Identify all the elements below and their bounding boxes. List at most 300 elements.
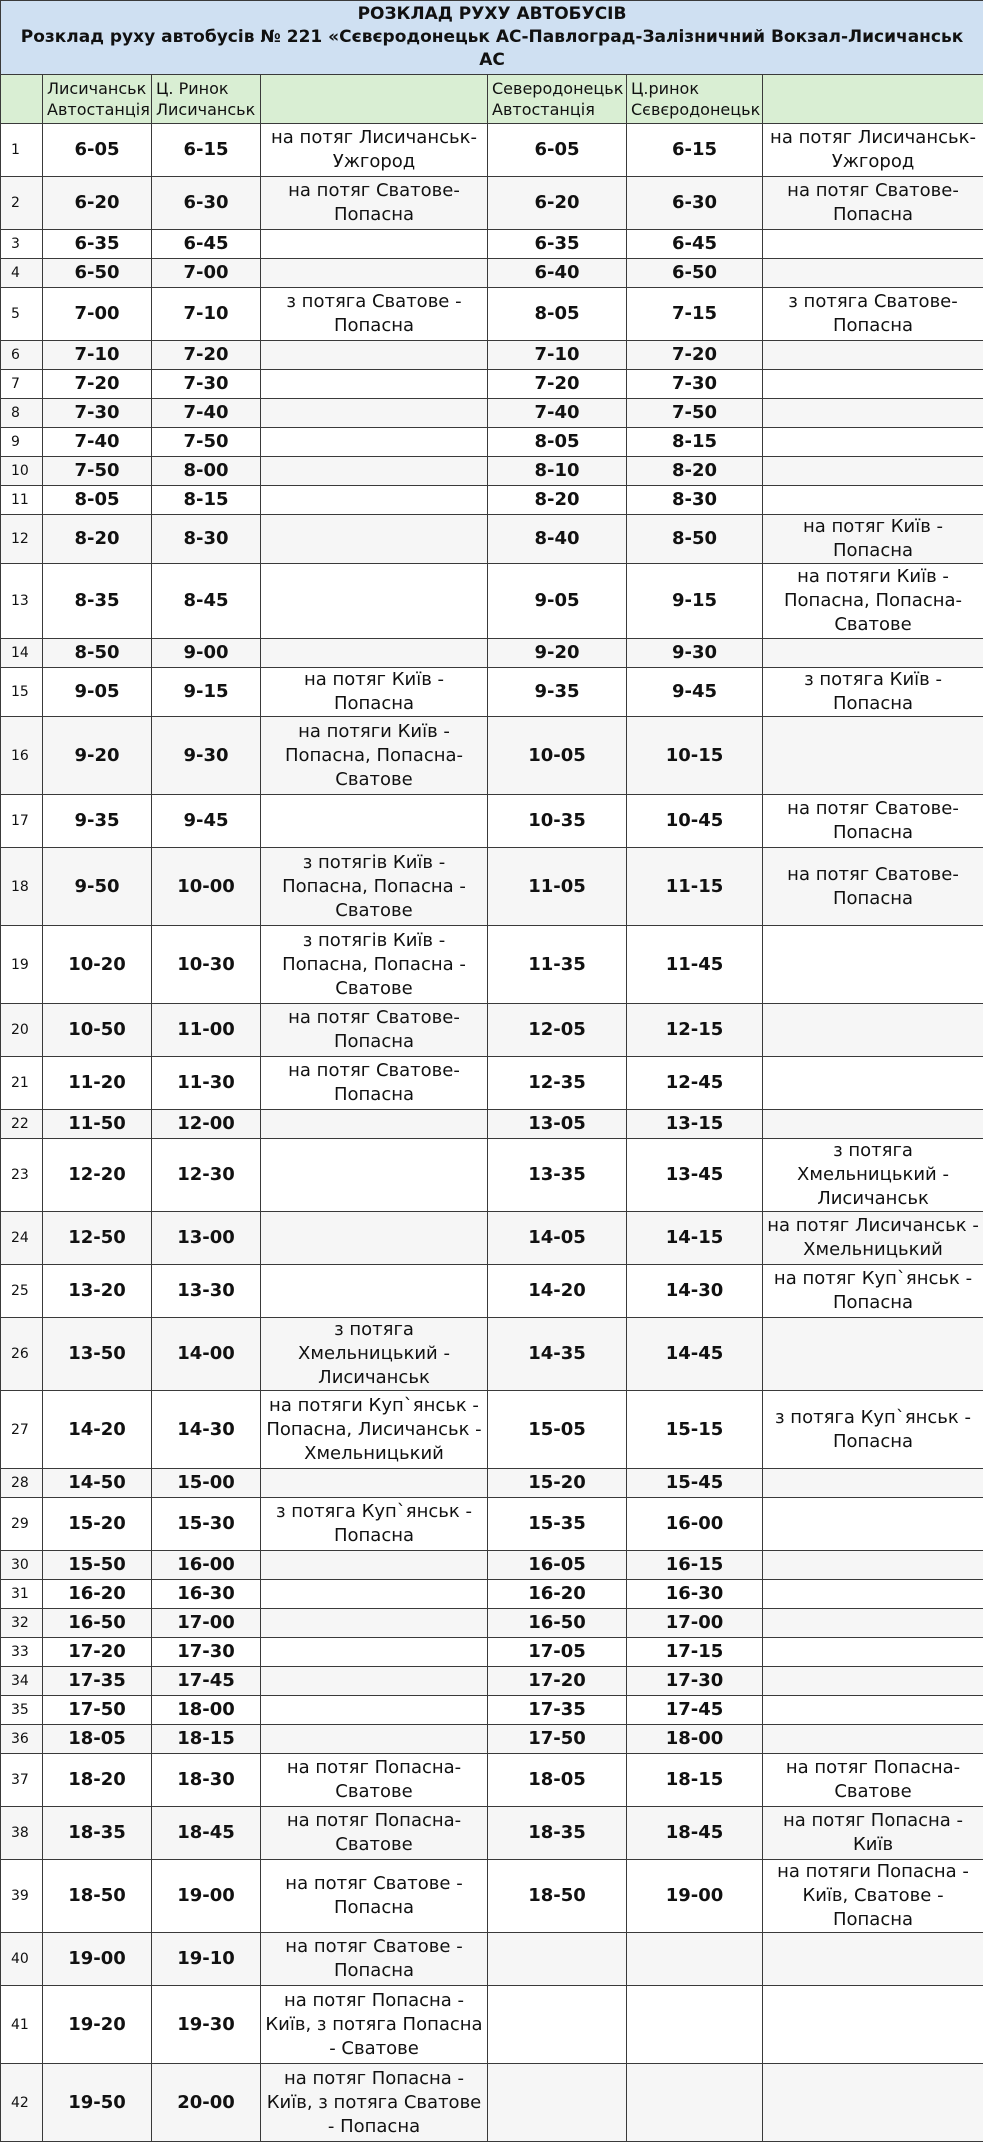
sievierodonetsk-market-departure: 17-00: [627, 1609, 763, 1638]
lysychansk-note: на потяг Сватове-Попасна: [261, 1004, 488, 1057]
sievierodonetsk-departure: 15-05: [488, 1391, 627, 1469]
sievierodonetsk-departure: 18-35: [488, 1807, 627, 1860]
lysychansk-note: [261, 1212, 488, 1265]
sievierodonetsk-departure: 9-20: [488, 639, 627, 668]
sievierodonetsk-note: [763, 1638, 983, 1667]
lysychansk-note: [261, 1139, 488, 1212]
table-row: [1, 370, 983, 399]
row-number: 16: [1, 717, 43, 795]
table-row: [1, 668, 983, 717]
lysychansk-departure: 12-50: [43, 1212, 152, 1265]
lysychansk-note: на потяг Попасна-Сватове: [261, 1807, 488, 1860]
sievierodonetsk-market-departure: 9-45: [627, 668, 763, 717]
lysychansk-market-departure: 18-15: [152, 1725, 261, 1754]
table-row: [1, 457, 983, 486]
lysychansk-note: [261, 795, 488, 848]
row-number: 5: [1, 288, 43, 341]
lysychansk-note: на потяги Куп`янськ - Попасна, Лисичанськ - Хмельницький: [261, 1391, 488, 1469]
sievierodonetsk-departure: 14-35: [488, 1318, 627, 1391]
lysychansk-note: з потягів Київ - Попасна, Попасна - Сватове: [261, 926, 488, 1004]
lysychansk-note: [261, 564, 488, 639]
sievierodonetsk-note: [763, 1986, 983, 2064]
sievierodonetsk-market-departure: [627, 1933, 763, 1986]
lysychansk-departure: 7-30: [43, 399, 152, 428]
sievierodonetsk-note: [763, 230, 983, 259]
table-row: [1, 230, 983, 259]
lysychansk-note: [261, 1551, 488, 1580]
lysychansk-market-departure: 6-30: [152, 177, 261, 230]
table-row: [1, 564, 983, 639]
row-number: 6: [1, 341, 43, 370]
sievierodonetsk-note: [763, 1469, 983, 1498]
lysychansk-departure: 18-35: [43, 1807, 152, 1860]
sievierodonetsk-market-departure: 13-45: [627, 1139, 763, 1212]
lysychansk-note: [261, 341, 488, 370]
lysychansk-departure: 9-35: [43, 795, 152, 848]
lysychansk-departure: 7-20: [43, 370, 152, 399]
sievierodonetsk-note: на потяг Київ - Попасна: [763, 515, 983, 564]
row-number: 39: [1, 1860, 43, 1933]
sievierodonetsk-market-departure: 17-45: [627, 1696, 763, 1725]
sievierodonetsk-note: [763, 1667, 983, 1696]
sievierodonetsk-market-departure: 8-20: [627, 457, 763, 486]
lysychansk-note: [261, 457, 488, 486]
lysychansk-note: на потяг Сватове-Попасна: [261, 177, 488, 230]
sievierodonetsk-note: [763, 1318, 983, 1391]
sievierodonetsk-departure: 6-35: [488, 230, 627, 259]
row-number: 21: [1, 1057, 43, 1110]
sievierodonetsk-departure: [488, 1933, 627, 1986]
sievierodonetsk-note: [763, 457, 983, 486]
header-sievierodonetsk-market: Ц.ринок Сєвєродонецьк: [627, 75, 763, 124]
sievierodonetsk-departure: 14-05: [488, 1212, 627, 1265]
sievierodonetsk-market-departure: 14-15: [627, 1212, 763, 1265]
row-number: 10: [1, 457, 43, 486]
lysychansk-departure: 16-50: [43, 1609, 152, 1638]
lysychansk-market-departure: 18-00: [152, 1696, 261, 1725]
header-notes-1: [261, 75, 488, 124]
sievierodonetsk-note: [763, 2064, 983, 2142]
table-row: [1, 1469, 983, 1498]
sievierodonetsk-note: з потяга Київ - Попасна: [763, 668, 983, 717]
row-number: 41: [1, 1986, 43, 2064]
sievierodonetsk-departure: 8-20: [488, 486, 627, 515]
lysychansk-departure: 11-20: [43, 1057, 152, 1110]
row-number: 30: [1, 1551, 43, 1580]
lysychansk-note: [261, 1725, 488, 1754]
sievierodonetsk-note: [763, 1498, 983, 1551]
lysychansk-departure: 14-20: [43, 1391, 152, 1469]
table-row: [1, 926, 983, 1004]
lysychansk-market-departure: 12-00: [152, 1110, 261, 1139]
sievierodonetsk-note: на потяг Сватове-Попасна: [763, 795, 983, 848]
table-row: [1, 1609, 983, 1638]
lysychansk-departure: 13-20: [43, 1265, 152, 1318]
lysychansk-departure: 6-35: [43, 230, 152, 259]
sievierodonetsk-market-departure: 11-15: [627, 848, 763, 926]
sievierodonetsk-market-departure: 11-45: [627, 926, 763, 1004]
lysychansk-market-departure: 20-00: [152, 2064, 261, 2142]
sievierodonetsk-note: на потяги Київ - Попасна, Попасна-Сватове: [763, 564, 983, 639]
lysychansk-departure: 19-50: [43, 2064, 152, 2142]
lysychansk-market-departure: 8-45: [152, 564, 261, 639]
row-number: 11: [1, 486, 43, 515]
sievierodonetsk-note: [763, 1580, 983, 1609]
table-row: [1, 1551, 983, 1580]
lysychansk-note: [261, 639, 488, 668]
sievierodonetsk-market-departure: 15-15: [627, 1391, 763, 1469]
table-row: [1, 2064, 983, 2142]
lysychansk-departure: 8-35: [43, 564, 152, 639]
table-row: [1, 1986, 983, 2064]
lysychansk-note: з потяга Хмельницький - Лисичанськ: [261, 1318, 488, 1391]
table-row: [1, 1754, 983, 1807]
lysychansk-departure: 14-50: [43, 1469, 152, 1498]
lysychansk-note: на потяг Попасна - Київ, з потяга Сватове - Попасна: [261, 2064, 488, 2142]
sievierodonetsk-note: [763, 341, 983, 370]
lysychansk-market-departure: 14-30: [152, 1391, 261, 1469]
table-row: [1, 124, 983, 177]
table-row: [1, 1667, 983, 1696]
sievierodonetsk-note: [763, 1110, 983, 1139]
lysychansk-departure: 7-50: [43, 457, 152, 486]
lysychansk-note: [261, 1609, 488, 1638]
lysychansk-market-departure: 11-30: [152, 1057, 261, 1110]
sievierodonetsk-departure: 8-05: [488, 428, 627, 457]
sievierodonetsk-market-departure: 8-15: [627, 428, 763, 457]
lysychansk-market-departure: 7-50: [152, 428, 261, 457]
sievierodonetsk-note: [763, 1057, 983, 1110]
header-lysychansk-market: Ц. Ринок Лисичанськ: [152, 75, 261, 124]
lysychansk-departure: 6-05: [43, 124, 152, 177]
sievierodonetsk-departure: 10-35: [488, 795, 627, 848]
sievierodonetsk-departure: 17-50: [488, 1725, 627, 1754]
sievierodonetsk-market-departure: 16-00: [627, 1498, 763, 1551]
table-row: [1, 1004, 983, 1057]
sievierodonetsk-market-departure: 10-45: [627, 795, 763, 848]
row-number: 18: [1, 848, 43, 926]
lysychansk-market-departure: 17-00: [152, 1609, 261, 1638]
header-lysychansk-bus-station: Лисичанськ Автостанція: [43, 75, 152, 124]
lysychansk-market-departure: 19-00: [152, 1860, 261, 1933]
sievierodonetsk-market-departure: 15-45: [627, 1469, 763, 1498]
lysychansk-note: [261, 1469, 488, 1498]
lysychansk-note: [261, 1265, 488, 1318]
sievierodonetsk-note: на потяг Сватове-Попасна: [763, 848, 983, 926]
sievierodonetsk-market-departure: 7-15: [627, 288, 763, 341]
sievierodonetsk-departure: 15-20: [488, 1469, 627, 1498]
lysychansk-market-departure: 8-00: [152, 457, 261, 486]
lysychansk-market-departure: 17-45: [152, 1667, 261, 1696]
lysychansk-market-departure: 7-40: [152, 399, 261, 428]
sievierodonetsk-departure: 17-35: [488, 1696, 627, 1725]
sievierodonetsk-note: [763, 399, 983, 428]
lysychansk-market-departure: 6-15: [152, 124, 261, 177]
table-row: [1, 795, 983, 848]
sievierodonetsk-market-departure: 6-45: [627, 230, 763, 259]
table-row: [1, 486, 983, 515]
sievierodonetsk-market-departure: 7-30: [627, 370, 763, 399]
lysychansk-departure: 16-20: [43, 1580, 152, 1609]
lysychansk-market-departure: 10-30: [152, 926, 261, 1004]
table-row: [1, 399, 983, 428]
table-row: [1, 1696, 983, 1725]
sievierodonetsk-note: на потяг Лисичанськ-Ужгород: [763, 124, 983, 177]
lysychansk-note: на потяги Київ - Попасна, Попасна-Сватове: [261, 717, 488, 795]
sievierodonetsk-note: [763, 259, 983, 288]
lysychansk-note: на потяг Київ - Попасна: [261, 668, 488, 717]
row-number: 7: [1, 370, 43, 399]
table-row: [1, 1580, 983, 1609]
sievierodonetsk-market-departure: 6-50: [627, 259, 763, 288]
sievierodonetsk-market-departure: 17-30: [627, 1667, 763, 1696]
lysychansk-note: [261, 1667, 488, 1696]
sievierodonetsk-departure: 18-05: [488, 1754, 627, 1807]
sievierodonetsk-market-departure: 9-15: [627, 564, 763, 639]
lysychansk-market-departure: 9-45: [152, 795, 261, 848]
sievierodonetsk-note: з потяга Куп`янськ - Попасна: [763, 1391, 983, 1469]
row-number: 12: [1, 515, 43, 564]
table-row: [1, 1807, 983, 1860]
row-number: 24: [1, 1212, 43, 1265]
row-number: 35: [1, 1696, 43, 1725]
row-number: 33: [1, 1638, 43, 1667]
row-number: 13: [1, 564, 43, 639]
table-row: [1, 288, 983, 341]
sievierodonetsk-departure: 9-05: [488, 564, 627, 639]
lysychansk-market-departure: 6-45: [152, 230, 261, 259]
sievierodonetsk-departure: [488, 1986, 627, 2064]
table-row: [1, 1860, 983, 1933]
sievierodonetsk-departure: 11-35: [488, 926, 627, 1004]
lysychansk-note: [261, 515, 488, 564]
lysychansk-market-departure: 9-30: [152, 717, 261, 795]
sievierodonetsk-departure: 12-05: [488, 1004, 627, 1057]
lysychansk-note: на потяг Попасна - Київ, з потяга Попасна - Сватове: [261, 1986, 488, 2064]
sievierodonetsk-note: [763, 639, 983, 668]
lysychansk-departure: 10-20: [43, 926, 152, 1004]
table-row: [1, 1265, 983, 1318]
table-row: [1, 1725, 983, 1754]
sievierodonetsk-note: [763, 370, 983, 399]
lysychansk-departure: 18-20: [43, 1754, 152, 1807]
row-number: 37: [1, 1754, 43, 1807]
lysychansk-departure: 9-50: [43, 848, 152, 926]
sievierodonetsk-market-departure: 7-50: [627, 399, 763, 428]
sievierodonetsk-note: [763, 1551, 983, 1580]
row-number: 20: [1, 1004, 43, 1057]
header-notes-2: [763, 75, 983, 124]
table-row: [1, 1212, 983, 1265]
lysychansk-market-departure: 19-30: [152, 1986, 261, 2064]
lysychansk-note: з потяга Куп`янськ - Попасна: [261, 1498, 488, 1551]
lysychansk-note: [261, 1638, 488, 1667]
lysychansk-note: на потяг Попасна-Сватове: [261, 1754, 488, 1807]
row-number: 14: [1, 639, 43, 668]
row-number: 34: [1, 1667, 43, 1696]
sievierodonetsk-note: [763, 486, 983, 515]
sievierodonetsk-market-departure: 14-30: [627, 1265, 763, 1318]
lysychansk-market-departure: 12-30: [152, 1139, 261, 1212]
lysychansk-note: [261, 370, 488, 399]
lysychansk-departure: 15-20: [43, 1498, 152, 1551]
lysychansk-market-departure: 16-00: [152, 1551, 261, 1580]
sievierodonetsk-departure: 12-35: [488, 1057, 627, 1110]
table-row: [1, 1391, 983, 1469]
lysychansk-market-departure: 19-10: [152, 1933, 261, 1986]
sievierodonetsk-departure: 9-35: [488, 668, 627, 717]
sievierodonetsk-departure: 7-40: [488, 399, 627, 428]
table-row: [1, 177, 983, 230]
lysychansk-departure: 18-50: [43, 1860, 152, 1933]
lysychansk-departure: 13-50: [43, 1318, 152, 1391]
table-row: [1, 1498, 983, 1551]
lysychansk-departure: 17-50: [43, 1696, 152, 1725]
row-number: 9: [1, 428, 43, 457]
sievierodonetsk-note: на потяги Попасна - Київ, Сватове - Попасна: [763, 1860, 983, 1933]
table-row: [1, 717, 983, 795]
sievierodonetsk-market-departure: 6-15: [627, 124, 763, 177]
row-number: 42: [1, 2064, 43, 2142]
lysychansk-departure: 17-35: [43, 1667, 152, 1696]
table-title: [1, 1, 983, 75]
sievierodonetsk-market-departure: 19-00: [627, 1860, 763, 1933]
sievierodonetsk-market-departure: 13-15: [627, 1110, 763, 1139]
sievierodonetsk-market-departure: 16-15: [627, 1551, 763, 1580]
row-number: 36: [1, 1725, 43, 1754]
lysychansk-note: [261, 1696, 488, 1725]
sievierodonetsk-note: [763, 1004, 983, 1057]
sievierodonetsk-departure: 11-05: [488, 848, 627, 926]
table-row: [1, 848, 983, 926]
table-row: [1, 639, 983, 668]
sievierodonetsk-departure: 17-05: [488, 1638, 627, 1667]
sievierodonetsk-market-departure: 12-45: [627, 1057, 763, 1110]
sievierodonetsk-departure: 7-20: [488, 370, 627, 399]
row-number: 23: [1, 1139, 43, 1212]
row-number: 1: [1, 124, 43, 177]
row-number: 19: [1, 926, 43, 1004]
sievierodonetsk-market-departure: 7-20: [627, 341, 763, 370]
row-number: 2: [1, 177, 43, 230]
sievierodonetsk-departure: 6-05: [488, 124, 627, 177]
lysychansk-note: на потяг Лисичанськ-Ужгород: [261, 124, 488, 177]
row-number: 4: [1, 259, 43, 288]
lysychansk-note: [261, 230, 488, 259]
sievierodonetsk-market-departure: 16-30: [627, 1580, 763, 1609]
sievierodonetsk-departure: 8-10: [488, 457, 627, 486]
lysychansk-market-departure: 16-30: [152, 1580, 261, 1609]
sievierodonetsk-departure: 16-50: [488, 1609, 627, 1638]
table-row: [1, 341, 983, 370]
lysychansk-market-departure: 13-30: [152, 1265, 261, 1318]
lysychansk-market-departure: 14-00: [152, 1318, 261, 1391]
sievierodonetsk-market-departure: 8-30: [627, 486, 763, 515]
row-number: 3: [1, 230, 43, 259]
sievierodonetsk-note: на потяг Лисичанськ - Хмельницький: [763, 1212, 983, 1265]
sievierodonetsk-note: на потяг Куп`янськ - Попасна: [763, 1265, 983, 1318]
sievierodonetsk-note: на потяг Попасна-Сватове: [763, 1754, 983, 1807]
lysychansk-note: з потягів Київ - Попасна, Попасна - Сватове: [261, 848, 488, 926]
sievierodonetsk-market-departure: [627, 1986, 763, 2064]
row-number: 29: [1, 1498, 43, 1551]
sievierodonetsk-note: [763, 428, 983, 457]
row-number: 27: [1, 1391, 43, 1469]
sievierodonetsk-departure: 10-05: [488, 717, 627, 795]
table-row: [1, 1318, 983, 1391]
lysychansk-market-departure: 18-45: [152, 1807, 261, 1860]
lysychansk-market-departure: 18-30: [152, 1754, 261, 1807]
sievierodonetsk-market-departure: 18-00: [627, 1725, 763, 1754]
lysychansk-departure: 18-05: [43, 1725, 152, 1754]
sievierodonetsk-departure: 16-05: [488, 1551, 627, 1580]
row-number: 22: [1, 1110, 43, 1139]
lysychansk-market-departure: 8-30: [152, 515, 261, 564]
sievierodonetsk-market-departure: [627, 2064, 763, 2142]
lysychansk-market-departure: 7-30: [152, 370, 261, 399]
header-sievierodonetsk-bus-station: Северодонецьк Автостанція: [488, 75, 627, 124]
table-row: [1, 428, 983, 457]
lysychansk-note: [261, 486, 488, 515]
lysychansk-market-departure: 7-20: [152, 341, 261, 370]
lysychansk-note: [261, 1110, 488, 1139]
lysychansk-departure: 17-20: [43, 1638, 152, 1667]
lysychansk-note: на потяг Сватове - Попасна: [261, 1933, 488, 1986]
sievierodonetsk-departure: 18-50: [488, 1860, 627, 1933]
lysychansk-departure: 15-50: [43, 1551, 152, 1580]
sievierodonetsk-departure: 17-20: [488, 1667, 627, 1696]
sievierodonetsk-departure: 15-35: [488, 1498, 627, 1551]
table-row: [1, 1638, 983, 1667]
table-row: [1, 1139, 983, 1212]
lysychansk-departure: 6-50: [43, 259, 152, 288]
sievierodonetsk-note: [763, 1725, 983, 1754]
lysychansk-market-departure: 9-00: [152, 639, 261, 668]
sievierodonetsk-departure: 6-40: [488, 259, 627, 288]
sievierodonetsk-market-departure: 12-15: [627, 1004, 763, 1057]
row-number: 15: [1, 668, 43, 717]
sievierodonetsk-note: на потяг Попасна - Київ: [763, 1807, 983, 1860]
lysychansk-departure: 7-40: [43, 428, 152, 457]
sievierodonetsk-market-departure: 17-15: [627, 1638, 763, 1667]
lysychansk-departure: 8-20: [43, 515, 152, 564]
lysychansk-note: [261, 428, 488, 457]
sievierodonetsk-note: [763, 1933, 983, 1986]
row-number: 28: [1, 1469, 43, 1498]
sievierodonetsk-note: [763, 1609, 983, 1638]
table-row: [1, 1057, 983, 1110]
lysychansk-market-departure: 8-15: [152, 486, 261, 515]
lysychansk-note: на потяг Сватове - Попасна: [261, 1860, 488, 1933]
sievierodonetsk-departure: 8-05: [488, 288, 627, 341]
lysychansk-departure: 7-00: [43, 288, 152, 341]
lysychansk-departure: 9-05: [43, 668, 152, 717]
lysychansk-departure: 8-50: [43, 639, 152, 668]
lysychansk-departure: 11-50: [43, 1110, 152, 1139]
lysychansk-market-departure: 7-00: [152, 259, 261, 288]
lysychansk-note: [261, 1580, 488, 1609]
row-number: 38: [1, 1807, 43, 1860]
lysychansk-departure: 6-20: [43, 177, 152, 230]
lysychansk-market-departure: 10-00: [152, 848, 261, 926]
sievierodonetsk-departure: 14-20: [488, 1265, 627, 1318]
sievierodonetsk-departure: 7-10: [488, 341, 627, 370]
sievierodonetsk-departure: 8-40: [488, 515, 627, 564]
sievierodonetsk-departure: 13-05: [488, 1110, 627, 1139]
sievierodonetsk-market-departure: 18-45: [627, 1807, 763, 1860]
table-row: [1, 259, 983, 288]
lysychansk-market-departure: 13-00: [152, 1212, 261, 1265]
